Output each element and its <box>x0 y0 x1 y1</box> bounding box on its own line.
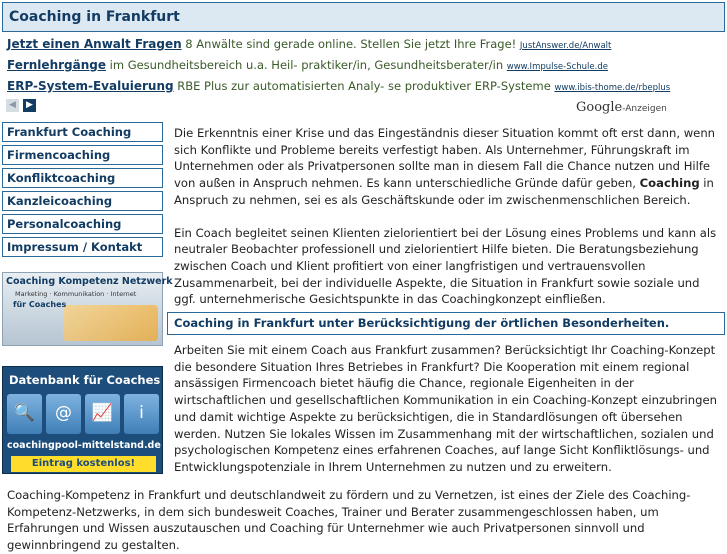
google-logo: Google <box>576 100 623 115</box>
banner-icons <box>7 394 160 436</box>
nav-item-impressum-kontakt[interactable]: Impressum / Kontakt <box>2 237 163 257</box>
network-paragraph: Coaching-Kompetenz in Frankfurt und deutschlandweit zu fördern und zu Vernetzen, ist eines der Ziele des Coaching-Kompetenz-Netzwerks, in dem sich bundesweit Coaches, Trainer und Berater zusammengeschlossen haben, um Erfahrungen und Wissen auszutauschen und Coaching für Unternehmer wie auch Privatpersonen sinnvoll und gewinnbringend zu gestalten. <box>7 488 691 553</box>
nav-item-kanzleicoaching[interactable]: Kanzleicoaching <box>2 191 163 211</box>
ad-fernlehrgaenge[interactable] <box>7 58 727 72</box>
ad-text: im Gesundheitsbereich u.a. Heil- praktiker/in, Gesundheitsberater/in <box>105 58 507 72</box>
chart-icon: 📈 <box>85 394 120 434</box>
regional-paragraph: Arbeiten Sie mit einem Coach aus Frankfurt zusammen? Berücksichtigt Ihr Coaching-Konzept die besondere Situation Ihres Betriebes in Frankfurt? Die Kooperation mit einem regional ansässigen Firmencoach bietet häufig die Chance, regionale Eigenheiten in der wirtschaftlichen und gesellschaftlichen Kommunikation in ein Coaching-Konzept einzubringen und damit wichtige Aspekte zu berücksichtigen, die in Standardlösungen oft übersehen werden. Nutzen Sie lokales Wissen im Zusammenhang mit der wirtschaftlichen, sozialen und psychologischen Kompetenz eines erfahrenen Coaches, auf lange Sicht Konfliktlösungs- und Entwicklungspotenziale in Ihrem Unternehmen zu nutzen und zu erweitern. <box>174 343 717 474</box>
google-ads-label[interactable] <box>576 100 667 115</box>
nav-item-frankfurt-coaching[interactable]: Frankfurt Coaching <box>2 122 163 142</box>
coach-database-banner[interactable] <box>2 366 163 474</box>
ad-erp[interactable] <box>7 79 727 93</box>
ad-headline[interactable]: Jetzt einen Anwalt Fragen <box>7 37 182 51</box>
sidebar-nav <box>2 122 163 260</box>
main-content <box>174 125 722 308</box>
contact-card-icon: @ <box>46 394 81 434</box>
ad-headline[interactable]: ERP-System-Evaluierung <box>7 79 174 93</box>
page-title: Coaching in Frankfurt <box>9 9 180 25</box>
chevron-left-icon[interactable]: ◀ <box>6 99 19 112</box>
ad-url[interactable]: www.ibis-thome.de/rbeplus <box>554 83 671 93</box>
chevron-right-icon[interactable]: ▶ <box>23 99 36 112</box>
page-title-bar <box>2 2 725 32</box>
ad-anwalt[interactable] <box>7 37 727 51</box>
info-icon: i <box>124 394 159 434</box>
ad-text: 8 Anwälte sind gerade online. Stellen Sie jetzt Ihre Frage! <box>181 37 520 51</box>
coaching-network-banner[interactable] <box>2 272 173 346</box>
coaching-keyword: Coaching <box>639 176 700 191</box>
coach-paragraph: Ein Coach begleitet seinen Klienten zielorientiert bei der Lösung eines Problems und kann als neutraler Beobachter professionell und zielorientiert Hilfe bieten. Die Beratungsbeziehung zwischen Coach und Klient profitiert von einer langfristigen und vertrauensvollen Zusammenarbeit, bei der individuelle Aspekte, die Situation in Frankfurt sowie soziale und ggf. unternehmerische Gesichtspunkte in das Coachingkonzept einfließen. <box>174 225 717 307</box>
banner-cta[interactable]: Eintrag kostenlos! <box>11 456 156 472</box>
banner-domain: coachingpool-mittelstand.de <box>7 440 161 451</box>
nav-item-konfliktcoaching[interactable]: Konfliktcoaching <box>2 168 163 188</box>
banner-tagline: für Coaches <box>13 300 67 309</box>
intro-paragraph: Die Erkenntnis einer Krise und das Eingeständnis dieser Situation kommt oft erst dann, wenn sich Konflikte und Probleme bereits verfestigt haben. Als Unternehmer, Führungskraft im Unternehmen oder als Privatpersonen sollte man in diesem Fall die Chance nutzen und Hilfe von außen in Anspruch nehmen. Es kann unterschiedliche Gründe dafür geben, Coaching in Anspruch zu nehmen, sei es als Geschäftskunde oder im zwischenmenschlichen Bereich. <box>174 126 716 207</box>
banner-decoration <box>63 305 158 341</box>
ad-headline[interactable]: Fernlehrgänge <box>7 58 106 72</box>
ad-text: RBE Plus zur automatisierten Analy- se produktiver ERP-Systeme <box>173 79 555 93</box>
section-heading: Coaching in Frankfurt unter Berücksichtigung der örtlichen Besonderheiten. <box>167 312 725 335</box>
nav-item-personalcoaching[interactable]: Personalcoaching <box>2 214 163 234</box>
nav-item-firmencoaching[interactable]: Firmencoaching <box>2 145 163 165</box>
ads-label: -Anzeigen <box>622 104 667 114</box>
banner-subtitle: Marketing · Kommunikation · Internet <box>15 290 137 298</box>
magnifier-icon: 🔍 <box>7 394 42 434</box>
ad-url[interactable]: www.Impulse-Schule.de <box>506 62 608 72</box>
banner-title: Datenbank für Coaches <box>9 373 161 387</box>
banner-title: Coaching Kompetenz Netzwerk <box>6 276 173 287</box>
ad-url[interactable]: JustAnswer.de/Anwalt <box>519 41 612 51</box>
